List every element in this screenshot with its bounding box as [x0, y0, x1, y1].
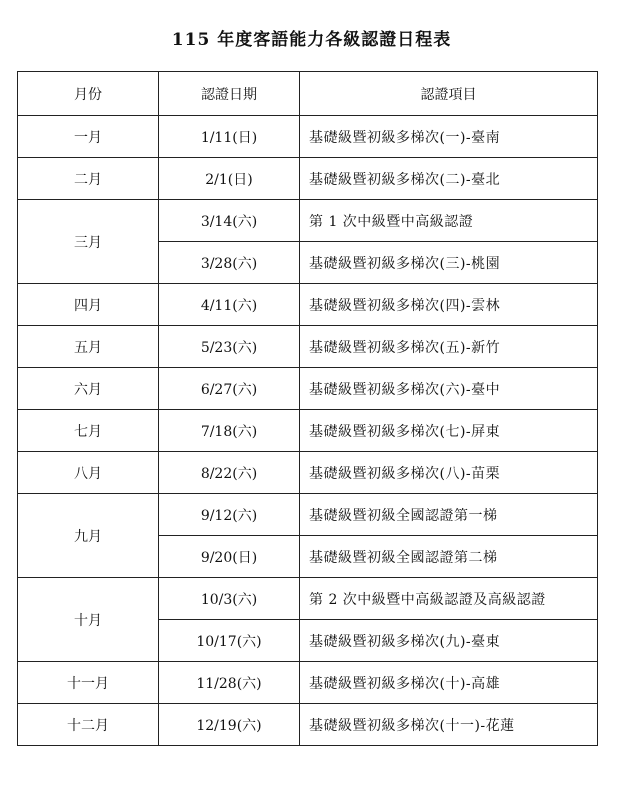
date-cell: 9/12(六)	[159, 494, 300, 536]
item-cell: 基礎級暨初級多梯次(四)-雲林	[300, 284, 598, 326]
month-cell: 三月	[18, 200, 159, 284]
month-cell: 七月	[18, 410, 159, 452]
table-row	[18, 578, 598, 620]
table-row	[18, 494, 598, 536]
item-cell: 基礎級暨初級多梯次(二)-臺北	[300, 158, 598, 200]
date-cell: 4/11(六)	[159, 284, 300, 326]
item-cell: 基礎級暨初級多梯次(七)-屏東	[300, 410, 598, 452]
table-row	[18, 326, 598, 368]
table-row	[18, 368, 598, 410]
item-cell: 基礎級暨初級多梯次(六)-臺中	[300, 368, 598, 410]
item-cell: 基礎級暨初級多梯次(十)-高雄	[300, 662, 598, 704]
date-cell: 2/1(日)	[159, 158, 300, 200]
table-row	[18, 662, 598, 704]
table-row	[18, 284, 598, 326]
date-cell: 3/14(六)	[159, 200, 300, 242]
date-cell: 5/23(六)	[159, 326, 300, 368]
item-cell: 基礎級暨初級多梯次(一)-臺南	[300, 116, 598, 158]
item-cell: 基礎級暨初級全國認證第一梯	[300, 494, 598, 536]
table-row	[18, 116, 598, 158]
date-cell: 7/18(六)	[159, 410, 300, 452]
item-cell: 基礎級暨初級多梯次(三)-桃園	[300, 242, 598, 284]
table-body	[18, 116, 598, 746]
month-cell: 五月	[18, 326, 159, 368]
month-cell: 八月	[18, 452, 159, 494]
table-row	[18, 158, 598, 200]
date-cell: 6/27(六)	[159, 368, 300, 410]
month-cell: 四月	[18, 284, 159, 326]
item-cell: 基礎級暨初級多梯次(五)-新竹	[300, 326, 598, 368]
item-cell: 基礎級暨初級多梯次(九)-臺東	[300, 620, 598, 662]
header-month: 月份	[18, 72, 159, 116]
date-cell: 11/28(六)	[159, 662, 300, 704]
item-cell: 基礎級暨初級多梯次(十一)-花蓮	[300, 704, 598, 746]
date-cell: 3/28(六)	[159, 242, 300, 284]
month-cell: 十二月	[18, 704, 159, 746]
month-cell: 十一月	[18, 662, 159, 704]
table-row	[18, 704, 598, 746]
item-cell: 基礎級暨初級全國認證第二梯	[300, 536, 598, 578]
item-cell: 第 2 次中級暨中高級認證及高級認證	[300, 578, 598, 620]
month-cell: 六月	[18, 368, 159, 410]
page-title: 115 年度客語能力各級認證日程表	[171, 30, 452, 50]
month-cell: 九月	[18, 494, 159, 578]
table-header	[18, 72, 598, 116]
header-date: 認證日期	[159, 72, 300, 116]
date-cell: 9/20(日)	[159, 536, 300, 578]
date-cell: 10/17(六)	[159, 620, 300, 662]
item-cell: 第 1 次中級暨中高級認證	[300, 200, 598, 242]
header-row	[18, 72, 598, 116]
date-cell: 8/22(六)	[159, 452, 300, 494]
date-cell: 12/19(六)	[159, 704, 300, 746]
table-row	[18, 452, 598, 494]
month-cell: 二月	[18, 158, 159, 200]
month-cell: 十月	[18, 578, 159, 662]
header-item: 認證項目	[300, 72, 598, 116]
date-cell: 10/3(六)	[159, 578, 300, 620]
table-row	[18, 200, 598, 242]
table-row	[18, 410, 598, 452]
item-cell: 基礎級暨初級多梯次(八)-苗栗	[300, 452, 598, 494]
schedule-table	[17, 71, 598, 746]
date-cell: 1/11(日)	[159, 116, 300, 158]
month-cell: 一月	[18, 116, 159, 158]
